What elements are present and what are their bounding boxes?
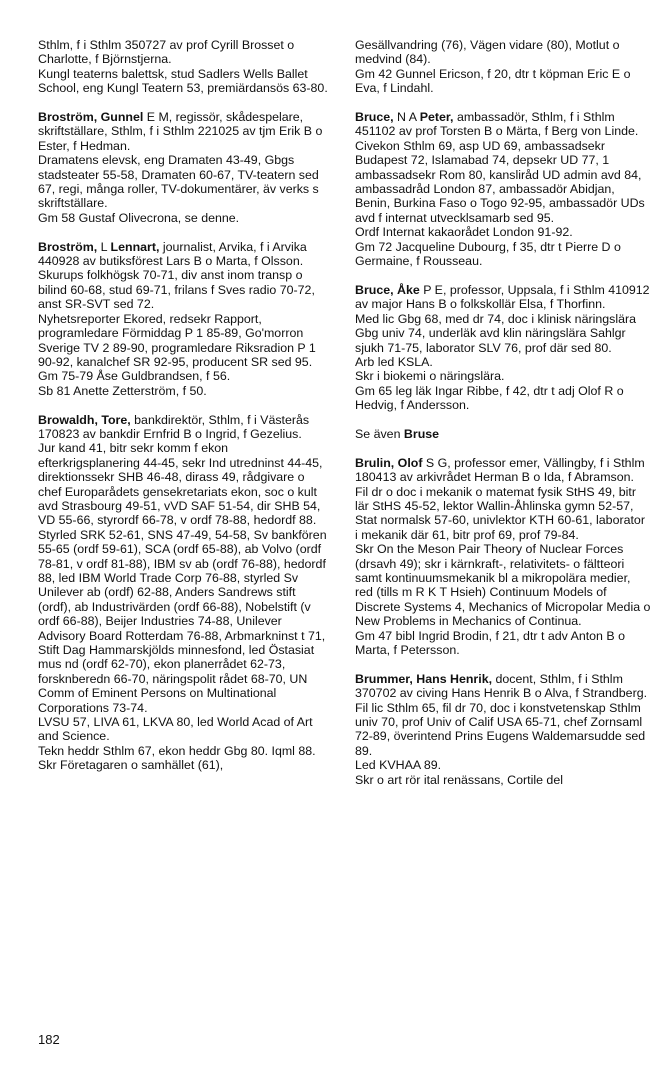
entry-headword: Brummer, Hans Henrik, xyxy=(355,671,493,686)
entry-paragraph: Styrled SRK 52-61, SNS 47-49, 54-58, Sv bankfören 55-65 (ordf 59-61), SCA (ordf 65-88), ab Volvo (ordf 78-81, v ordf 81-88), IBM sv ab (ordf 76-88), hedordf 88, led IBM World Trade Corp 76-88, styrled Sv Unilever ab (ordf) 62-88, Anders Sandrews stift (ordf), ab Industrivärden (ordf 66-88), Nobelstift (v ordf 66-88), Beijer Industries 74-88, Unilever Advisory Board Rotterdam 76-88, Arbmarkninst t 71, Stift Dag Hammarskjölds minnesfond, led Östasiat mus nd (ordf 62-70), ekon planerrådet 62-73, forsknberedn 66-70, näringspolit rådet 68-70, UN Comm of Eminent Persons on Multinational Corporations 73-74. xyxy=(38,527,327,715)
entry-head-line xyxy=(355,672,651,701)
entry-paragraph: Gm 65 leg läk Ingar Ribbe, f 42, dtr t adj Olof R o Hedvig, f Andersson. xyxy=(355,383,624,413)
entry-paragraph: Sb 81 Anette Zetterström, f 50. xyxy=(38,383,207,398)
entry-intro: E M, regissör, skådespelare, skriftställare, Sthlm, f i Sthlm 221025 av tjm Erik B o Ester, f Hedman. xyxy=(38,110,323,153)
entry-head-line xyxy=(355,110,651,139)
entry-paragraph: Skr On the Meson Pair Theory of Nuclear Forces (drsavh 49); skr i kärnkraft-, relativitets- o fältteori samt kontinuumsmekanik bl a mikropolära medier, red (tills m R K T Hsieh) Continuum Models of Discrete Systems 4, Mechanics of Micropolar Media o New Problems in Mechanics of Continua. xyxy=(355,542,651,629)
entry-head-line xyxy=(38,413,330,442)
entry-paragraph: Arb led KSLA. xyxy=(355,354,433,369)
entry-browaldh-tore xyxy=(38,413,330,773)
entry-intro: journalist, Arvika, f i Arvika 440928 av butiksförest Lars B o Marta, f Olsson. xyxy=(38,239,307,269)
entry-paragraph: Led KVHAA 89. xyxy=(355,758,442,773)
entry-headword-given: Peter, xyxy=(419,110,454,125)
entry-bruce-peter xyxy=(355,110,651,268)
entry-paragraph: Gesällvandring (76), Vägen vidare (80), Motlut o medvind (84). xyxy=(355,38,620,67)
see-also-prefix: Se även xyxy=(355,426,404,441)
entry-paragraph: Med lic Gbg 68, med dr 74, doc i klinisk näringslära Gbg univ 74, underläk avd klin näringslära Sahlgr sjukh 71-75, laborator SLV 76, prof där sed 80. xyxy=(355,311,636,355)
entry-intro: ambassadör, Sthlm, f i Sthlm 451102 av prof Torsten B o Märta, f Berg von Linde. xyxy=(355,110,639,139)
entry-continuation xyxy=(355,38,651,96)
entry-paragraph: Dramatens elevsk, eng Dramaten 43-49, Gbgs stadsteater 55-58, Dramaten 60-67, TV-teatern sed 67, regi, många roller, TV-dokumentärer, äv verks s skriftställare. xyxy=(38,153,319,211)
entry-brummer-hans-henrik xyxy=(355,672,651,787)
entry-paragraph: Fil dr o doc i mekanik o matemat fysik StHS 49, bitr lär StHS 45-52, lektor Wallin-Åhlinska gymn 52-57, Stat normalsk 57-60, univlektor KTH 60-61, laborator i mekanik där 61, bitr prof 69, prof 79-84. xyxy=(355,484,645,542)
entry-headword: Broström, Gunnel xyxy=(38,110,144,125)
entry-brulin-olof xyxy=(355,456,651,658)
entry-paragraph: Gm 47 bibl Ingrid Brodin, f 21, dtr t adv Anton B o Marta, f Petersson. xyxy=(355,628,625,657)
see-also-target: Bruse xyxy=(403,426,440,441)
entry-paragraph: Gm 75-79 Åse Guldbrandsen, f 56. xyxy=(38,369,231,384)
entry-paragraph: Tekn heddr Sthlm 67, ekon heddr Gbg 80. Iqml 88. xyxy=(38,743,316,758)
entry-paragraph: Skr i biokemi o näringslära. xyxy=(355,369,505,384)
entry-intro: docent, Sthlm, f i Sthlm 370702 av civing Hans Henrik B o Alva, f Strandberg. xyxy=(355,671,648,701)
entry-paragraph: Sthlm, f i Sthlm 350727 av prof Cyrill Brosset o Charlotte, f Björnstjerna. xyxy=(38,38,295,67)
entry-paragraph: Gm 58 Gustaf Olivecrona, se denne. xyxy=(38,210,240,225)
entry-head-line xyxy=(38,110,330,153)
entry-paragraph: Gm 72 Jacqueline Dubourg, f 35, dtr t Pierre D o Germaine, f Rousseau. xyxy=(355,239,621,269)
entry-paragraph: Skr o art rör ital renässans, Cortile del xyxy=(355,772,563,787)
entry-initials: L xyxy=(97,239,111,254)
right-column xyxy=(355,38,651,801)
entry-head-line xyxy=(38,240,330,269)
entry-headword: Broström, xyxy=(38,239,98,254)
see-also-reference xyxy=(355,427,651,441)
entry-paragraph: Kungl teaterns balettsk, stud Sadlers Wells Ballet School, eng Kungl Teatern 53, premiärdansös 63-80. xyxy=(38,66,328,96)
entry-paragraph: Gm 42 Gunnel Ericson, f 20, dtr t köpman Eric E o Eva, f Lindahl. xyxy=(355,66,631,96)
entry-continuation xyxy=(38,38,330,96)
entry-intro: S G, professor emer, Vällingby, f i Sthlm 180413 av arkivrådet Herman B o Ida, f Abramson. xyxy=(355,455,645,485)
entry-headword: Bruce, xyxy=(355,110,394,125)
entry-paragraph: Nyhetsreporter Ekored, redsekr Rapport, programledare Förmiddag P 1 85-89, Go'morron Sverige TV 2 89-90, programledare Riksradion P 1 90-92, kanalchef SR 92-95, producent SR sed 95. xyxy=(38,311,316,369)
entry-paragraph: Jur kand 41, bitr sekr komm f ekon efterkrigsplanering 44-45, sekr Ind utredninst 44-45, direktionssekr SHB 46-48, dirass 49, rådgivare o chef Europarådets gensekretariats ekon, soc o kult avd Strasbourg 49-51, vVD SAF 51-54, dir SHB 54, VD 55-66, styrordf 66-78, v ordf 78-88, hedordf 88. xyxy=(38,441,323,528)
page-number: 182 xyxy=(38,1032,60,1047)
entry-paragraph: LVSU 57, LIVA 61, LKVA 80, led World Acad of Art and Science. xyxy=(38,715,313,744)
entry-paragraph: Fil lic Sthlm 65, fil dr 70, doc i konstvetenskap Sthlm univ 70, prof Univ of Calif USA 65-71, chef Zornsaml 72-89, överintend Prins Eugens Waldemarsudde sed 89. xyxy=(355,700,646,758)
entry-intro: P E, professor, Uppsala, f i Sthlm 410912 av major Hans B o folkskollär Elsa, f Thorfinn. xyxy=(355,282,650,312)
entry-paragraph: Ordf Internat kakaorådet London 91-92. xyxy=(355,225,573,240)
entry-headword: Brulin, Olof xyxy=(355,455,423,470)
entry-headword: Bruce, Åke xyxy=(355,282,420,297)
entry-brostrom-gunnel xyxy=(38,110,330,225)
entry-initials: N A xyxy=(393,110,420,125)
entry-head-line xyxy=(355,456,651,485)
entry-paragraph: Skr Företagaren o samhället (61), xyxy=(38,758,224,773)
left-column xyxy=(38,38,330,787)
entry-headword: Browaldh, Tore, xyxy=(38,412,131,427)
entry-bruce-ake xyxy=(355,283,651,413)
entry-brostrom-lennart xyxy=(38,240,330,398)
entry-paragraph: Civekon Sthlm 69, asp UD 69, ambassadsekr Budapest 72, Islamabad 74, depsekr UD 77, 1 ambassadsekr Rom 80, kansliråd UD admin avd 84, ambassadråd London 87, ambassadör Abidjan, Benin, Burkina Faso o Togo 92-95, ambassadör UDs avd f internat utvecklsamarb sed 95. xyxy=(355,138,645,225)
entry-intro: bankdirektör, Sthlm, f i Västerås 170823 av bankdir Ernfrid B o Ingrid, f Gezelius. xyxy=(38,412,310,441)
entry-head-line xyxy=(355,283,651,312)
entry-headword-given: Lennart, xyxy=(110,239,160,254)
entry-paragraph: Skurups folkhögsk 70-71, div anst inom transp o bilind 60-68, stud 69-71, frilans f Sves radio 70-72, anst SR-SVT sed 72. xyxy=(38,268,315,312)
